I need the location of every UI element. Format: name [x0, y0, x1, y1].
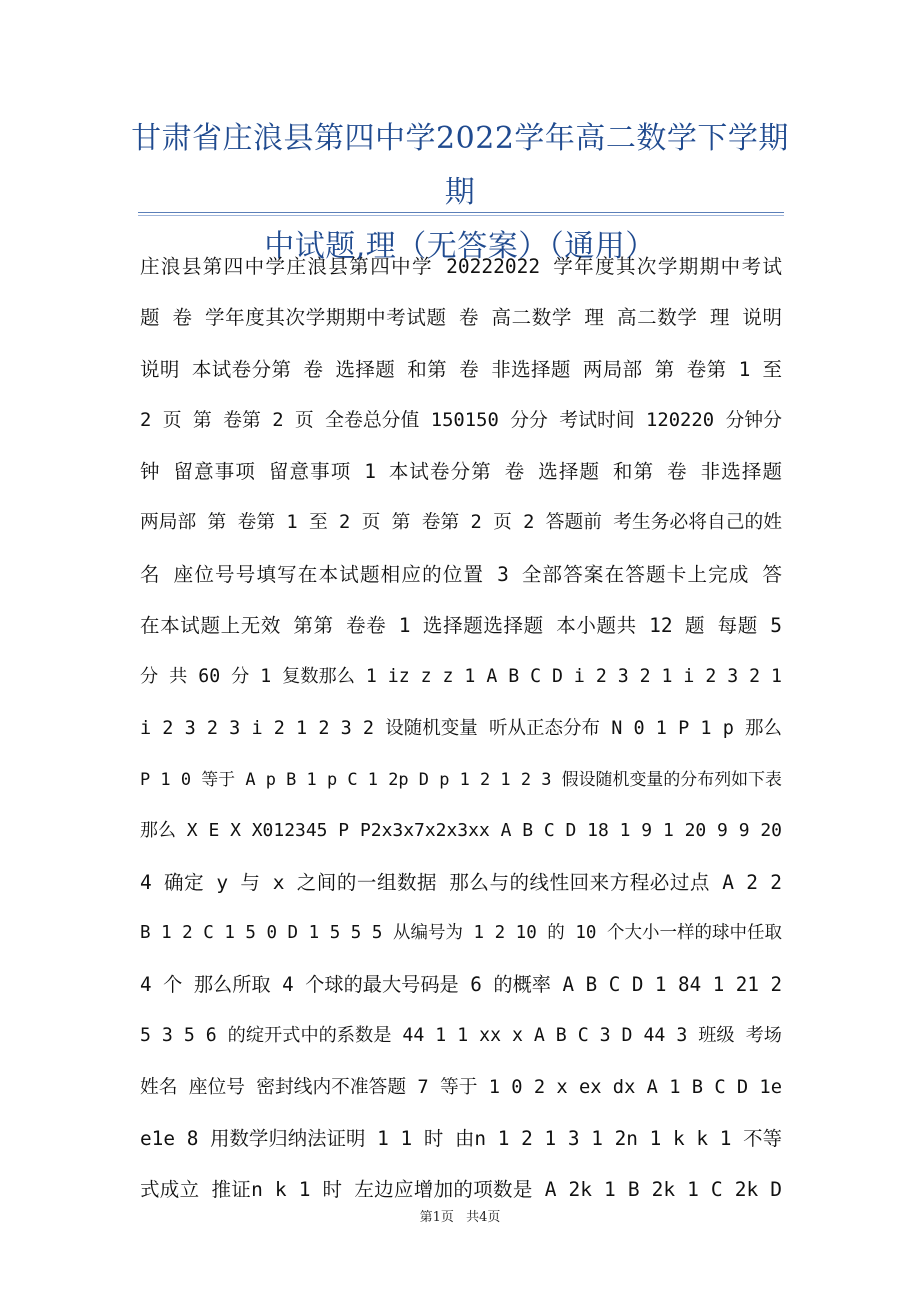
body-line: i 2 3 2 3 i 2 1 2 3 2 设随机变量 听从正态分布 N 0 1 P 1 p 那么 — [140, 717, 782, 739]
title-line-2: 中试题,理（无答案）（通用） — [264, 229, 656, 264]
title-divider-secondary — [138, 215, 784, 216]
body-line: 分 共 60 分 1 复数那么 1 iz z z 1 A B C D i 2 3 2 1 i 2 3 2 1 — [140, 666, 782, 688]
body-line: 4 个 那么所取 4 个球的最大号码是 6 的概率 A B C D 1 84 1 21 2 — [140, 973, 782, 997]
body-line: 两局部 第 卷第 1 至 2 页 第 卷第 2 页 2 答题前 考生务必将自己的姓 — [140, 512, 782, 534]
page-total: 共4页 — [466, 1210, 501, 1225]
body-line: 钟 留意事项 留意事项 1 本试卷分第 卷 选择题 和第 卷 非选择题 — [140, 460, 782, 484]
body-line: P 1 0 等于 A p B 1 p C 1 2p D p 1 2 1 2 3 假设随机变量的分布列如下表 — [140, 768, 782, 789]
body-line: e1e 8 用数学归纳法证明 1 1 时 由n 1 2 1 3 1 2n 1 k k 1 不等 — [140, 1127, 782, 1151]
body-line: 庄浪县第四中学庄浪县第四中学 20222022 学年度其次学期期中考试 — [140, 255, 782, 278]
page-number: 第1页 — [419, 1210, 454, 1225]
body-line: 4 确定 y 与 x 之间的一组数据 那么与的线性回来方程必过点 A 2 2 — [140, 870, 782, 894]
body-line: 在本试题上无效 第第 卷卷 1 选择题选择题 本小题共 12 题 每题 5 — [140, 614, 782, 638]
page-footer — [0, 1206, 920, 1225]
body-line: 姓名 座位号 密封线内不准答题 7 等于 1 0 2 x ex dx A 1 B C D 1e — [140, 1076, 782, 1098]
title-line-1: 甘肃省庄浪县第四中学2022学年高二数学下学期期 — [131, 121, 789, 210]
body-line: 说明 本试卷分第 卷 选择题 和第 卷 非选择题 两局部 第 卷第 1 至 — [140, 357, 782, 381]
body-line: 2 页 第 卷第 2 页 全卷总分值 150150 分分 考试时间 120220 分钟分 — [140, 409, 782, 431]
body-line: 5 3 5 6 的绽开式中的系数是 44 1 1 xx x A B C 3 D 44 3 班级 考场 — [140, 1025, 782, 1047]
body-line: 题 卷 学年度其次学期期中考试题 卷 高二数学 理 高二数学 理 说明 — [140, 306, 782, 330]
body-line: 名 座位号号填写在本试题相应的位置 3 全部答案在答题卡上完成 答 — [140, 562, 782, 586]
title-divider — [138, 212, 784, 213]
body-line: 那么 X E X X012345 P P2x3x7x2x3xx A B C D 18 1 9 1 20 9 9 20 — [140, 820, 782, 842]
document-body — [140, 241, 782, 1216]
body-line: B 1 2 C 1 5 0 D 1 5 5 5 从编号为 1 2 10 的 10 个大小一样的球中任取 — [140, 922, 782, 943]
body-line: 式成立 推证n k 1 时 左边应增加的项数是 A 2k 1 B 2k 1 C 2k D — [140, 1178, 782, 1202]
